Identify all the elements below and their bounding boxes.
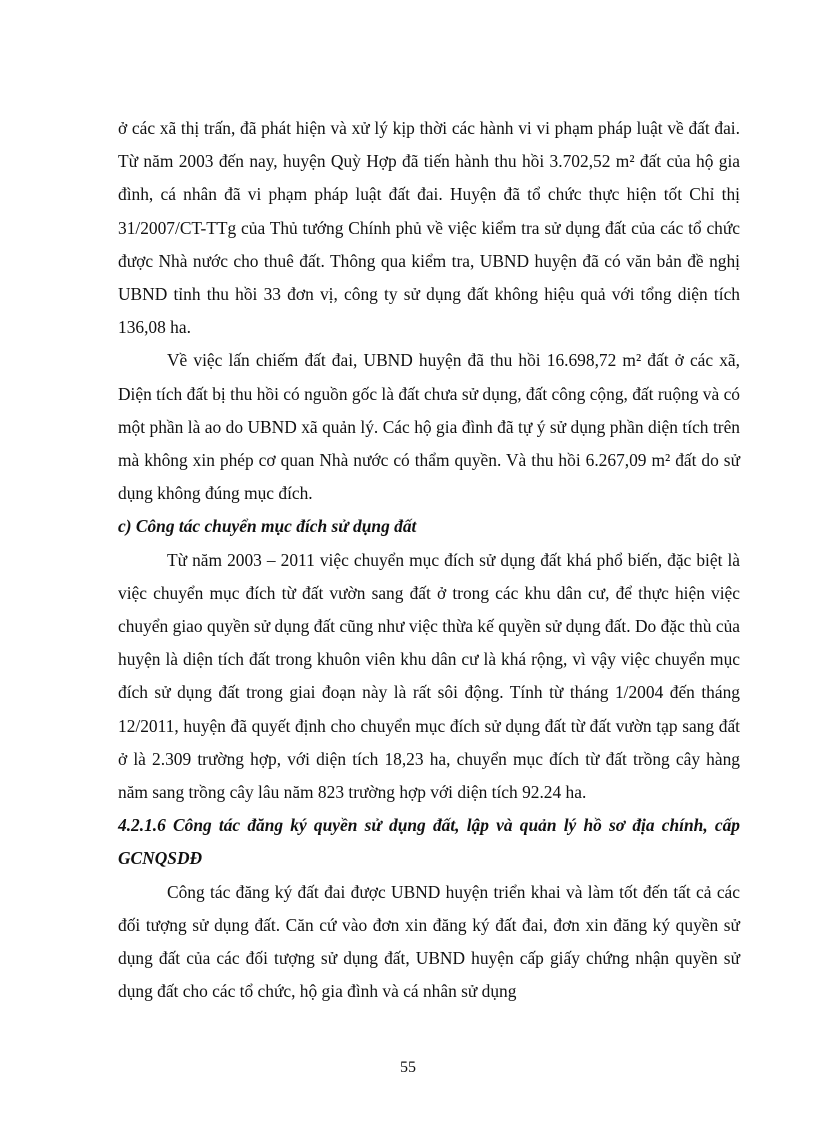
paragraph-land-use-conversion: Từ năm 2003 – 2011 việc chuyển mục đích sử dụng đất khá phổ biến, đặc biệt là việc chuyển mục đích từ đất vườn sang đất ở trong các khu dân cư, để thực hiện việc chuyển giao quyền sử dụng đất cũng như việc thừa kế quyền sử dụng đất. Do đặc thù của huyện là diện tích đất trong khuôn viên khu dân cư là khá rộng, vì vậy việc chuyển mục đích sử dụng đất trong giai đoạn này là rất sôi động. Tính từ tháng 1/2004 đến tháng 12/2011, huyện đã quyết định cho chuyển mục đích sử dụng đất từ đất vườn tạp sang đất ở là 2.309 trường hợp, với diện tích 18,23 ha, chuyển mục đích từ đất trồng cây hàng năm sang trồng cây lâu năm 823 trường hợp với diện tích 92.24 ha. [118, 549, 740, 803]
page-number: 55 [400, 1059, 416, 1076]
paragraph-land-encroachment: Về việc lấn chiếm đất đai, UBND huyện đã thu hồi 16.698,72 m² đất ở các xã, Diện tích đất bị thu hồi có nguồn gốc là đất chưa sử dụng, đất công cộng, đất ruộng và có một phần là ao do UBND xã quản lý. Các hộ gia đình đã tự ý sử dụng phần diện tích trên mà không xin phép cơ quan Nhà nước có thẩm quyền. Và thu hồi 6.267,09 m² đất do sử dụng không đúng mục đích. [118, 350, 740, 504]
paragraph-land-registration: Công tác đăng ký đất đai được UBND huyện triển khai và làm tốt đến tất cả các đối tượng sử dụng đất. Căn cứ vào đơn xin đăng ký đất đai, đơn xin đăng ký quyền sử dụng đất của các đối tượng sử dụng đất, UBND huyện cấp giấy chứng nhận quyền sử dụng đất cho các tổ chức, hộ gia đình và cá nhân sử dụng [118, 881, 740, 1002]
paragraph-land-violations: ở các xã thị trấn, đã phát hiện và xử lý kịp thời các hành vi vi phạm pháp luật về đất đai. Từ năm 2003 đến nay, huyện Quỳ Hợp đã tiến hành thu hồi 3.702,52 m² đất của hộ gia đình, cá nhân đã vi phạm pháp luật đất đai. Huyện đã tổ chức thực hiện tốt Chỉ thị 31/2007/CT-TTg của Thủ tướng Chính phủ về việc kiểm tra sử dụng đất của các tổ chức được Nhà nước cho thuê đất. Thông qua kiểm tra, UBND huyện đã có văn bản đề nghị UBND tỉnh thu hồi 33 đơn vị, công ty sử dụng đất không hiệu quả với tổng diện tích 136,08 ha. [118, 118, 740, 338]
section-heading-4-2-1-6: 4.2.1.6 Công tác đăng ký quyền sử dụng đất, lập và quản lý hồ sơ địa chính, cấp GCNQSDĐ [118, 815, 740, 869]
document-body [118, 112, 740, 1008]
subheading-land-use-conversion: c) Công tác chuyển mục đích sử dụng đất [118, 516, 417, 537]
